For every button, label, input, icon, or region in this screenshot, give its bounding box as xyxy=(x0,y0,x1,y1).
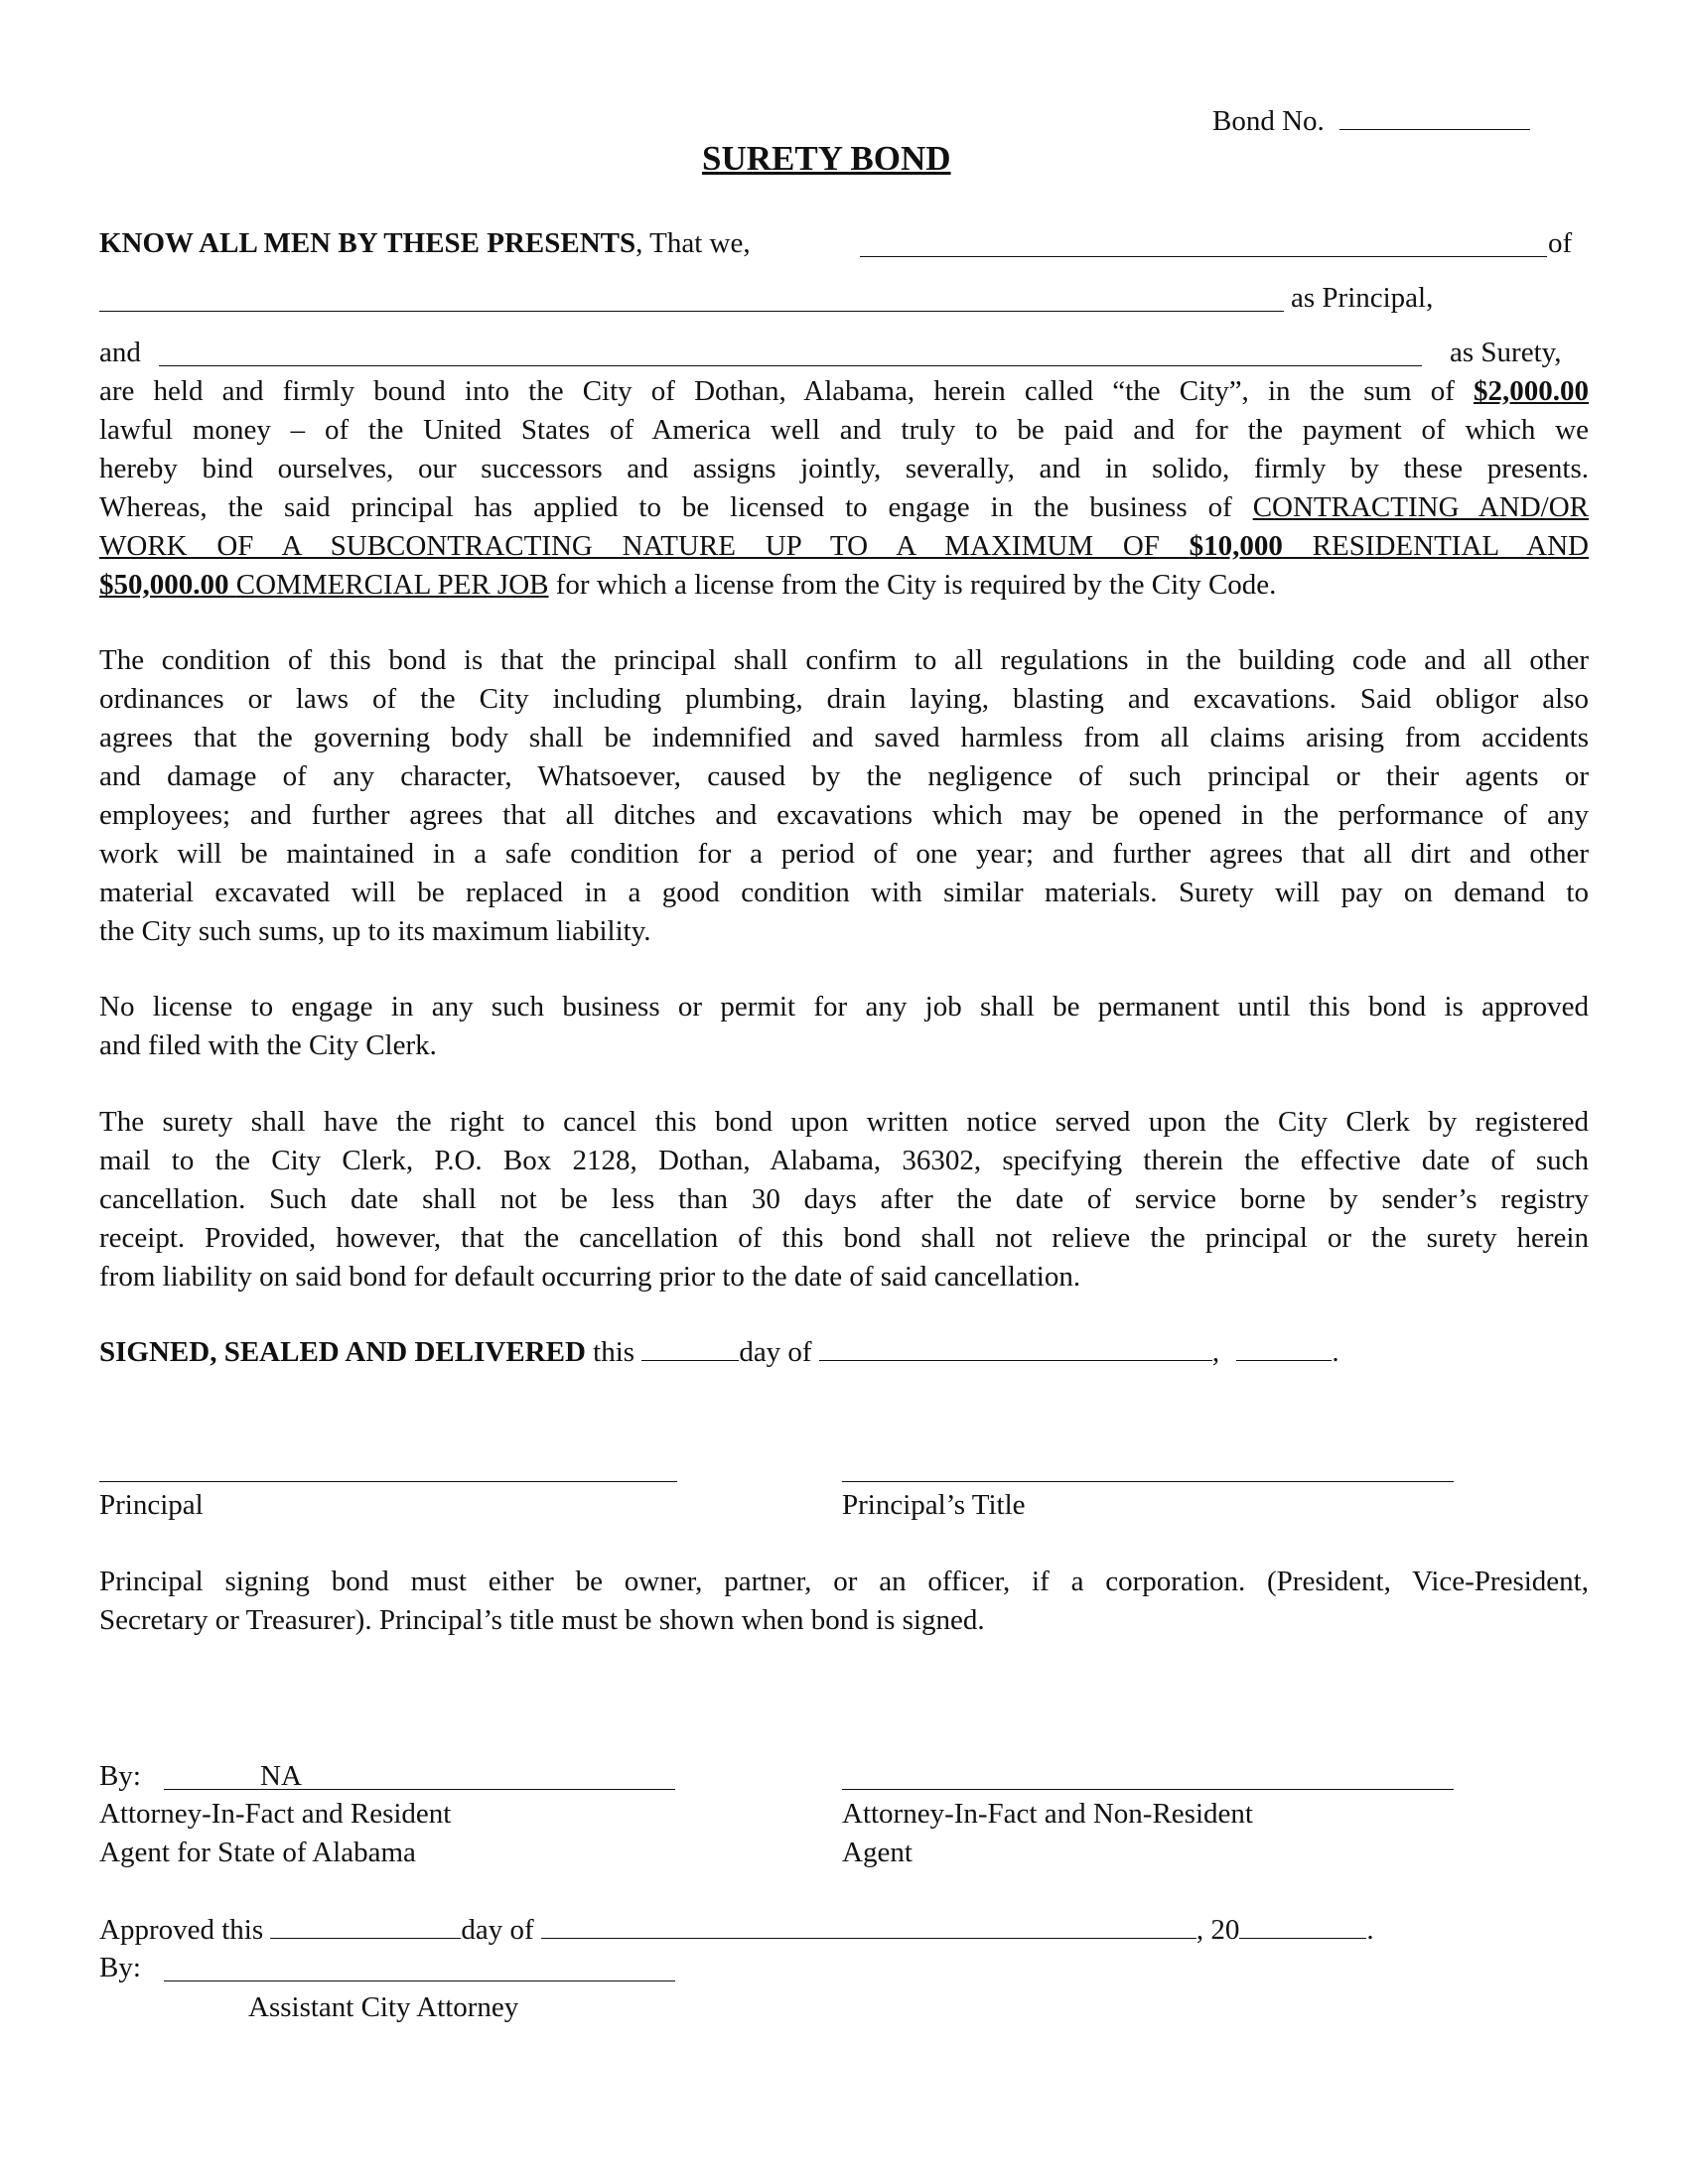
signed-day-of: day of xyxy=(739,1336,812,1368)
cancellation-line: The surety shall have the right to cancel this bond upon written notice served upon the City Clerk by registered xyxy=(99,1106,1589,1138)
condition-line: The condition of this bond is that the principal shall confirm to all regulations in the building code and all other xyxy=(99,644,1589,676)
business-type: CONTRACTING AND/OR xyxy=(1252,491,1590,523)
bond-sum: $2,000.00 xyxy=(1474,375,1589,407)
license-line: and filed with the City Clerk. xyxy=(99,1029,437,1061)
as-principal-label: as Principal, xyxy=(1291,282,1434,314)
intro-lead-rest: , That we, xyxy=(635,227,751,259)
intro-line-1 xyxy=(99,224,751,263)
principal-title-label: Principal’s Title xyxy=(842,1489,1026,1521)
approved-this-label: Approved this xyxy=(99,1914,264,1946)
intro-text-line: Whereas, the said principal has applied to be licensed to engage in the business of CONTRACTING AND/OR xyxy=(99,491,1590,523)
approval-signer-label: Assistant City Attorney xyxy=(248,1991,519,2023)
approval-signature-line[interactable] xyxy=(164,1980,675,1981)
attorney-nonresident-signature-line[interactable] xyxy=(842,1789,1454,1790)
intro-of: of xyxy=(1548,227,1573,259)
principal-note xyxy=(99,1563,1589,1640)
attorney-by-label: By: xyxy=(99,1760,141,1792)
license-line: No license to engage in any such business or permit for any job shall be permanent until this bond is approved xyxy=(99,991,1589,1023)
cancellation-line: receipt. Provided, however, that the cancellation of this bond shall not relieve the principal or the surety herein xyxy=(99,1222,1589,1254)
intro-paragraph xyxy=(99,372,1589,605)
business-type-line: WORK OF A SUBCONTRACTING NATURE UP TO A MAXIMUM OF $10,000 RESIDENTIAL AND xyxy=(99,530,1589,562)
approval-period: . xyxy=(1366,1914,1374,1946)
approval-year-blank[interactable] xyxy=(1239,1912,1366,1939)
principal-label: Principal xyxy=(99,1489,204,1521)
signed-line xyxy=(99,1333,1339,1372)
condition-line: the City such sums, up to its maximum liability. xyxy=(99,915,651,947)
approval-day-of: day of xyxy=(461,1914,534,1946)
note-line: Secretary or Treasurer). Principal’s title must be shown when bond is signed. xyxy=(99,1604,985,1636)
signed-this: this xyxy=(593,1336,635,1368)
intro-text-line: lawful money – of the United States of America well and truly to be paid and for the payment of which we xyxy=(99,414,1589,446)
attorney-resident-label-2: Agent for State of Alabama xyxy=(99,1837,416,1868)
principal-name-blank[interactable] xyxy=(860,256,1547,257)
condition-line: agrees that the governing body shall be indemnified and saved harmless from all claims arising from accidents xyxy=(99,722,1589,753)
max-residential: $10,000 xyxy=(1189,530,1283,562)
bond-number-row xyxy=(1212,102,1530,141)
intro-and: and xyxy=(99,337,141,368)
cancellation-line: from liability on said bond for default occurring prior to the date of said cancellation. xyxy=(99,1261,1081,1293)
condition-line: and damage of any character, Whatsoever, caused by the negligence of such principal or their agents or xyxy=(99,760,1589,792)
license-paragraph xyxy=(99,988,1589,1065)
approval-year-prefix: , 20 xyxy=(1196,1914,1240,1946)
note-line: Principal signing bond must either be owner, partner, or an officer, if a corporation. (President, Vice-President, xyxy=(99,1566,1589,1597)
signed-bold: SIGNED, SEALED AND DELIVERED xyxy=(99,1336,586,1368)
document-title: SURETY BOND xyxy=(702,139,951,178)
condition-paragraph xyxy=(99,641,1589,951)
attorney-nonresident-label-1: Attorney-In-Fact and Non-Resident xyxy=(842,1798,1253,1830)
condition-line: work will be maintained in a safe condition for a period of one year; and further agrees that all dirt and other xyxy=(99,838,1589,870)
approval-month-blank[interactable] xyxy=(541,1912,1196,1939)
intro-text-line: $50,000.00 COMMERCIAL PER JOB for which a license from the City is required by the City Code. xyxy=(99,569,1277,601)
attorney-nonresident-label-2: Agent xyxy=(842,1837,913,1868)
cancellation-paragraph xyxy=(99,1103,1589,1297)
principal-signature-line[interactable] xyxy=(99,1481,677,1482)
principal-title-line[interactable] xyxy=(842,1481,1454,1482)
bond-number-label: Bond No. xyxy=(1212,105,1325,137)
attorney-resident-label-1: Attorney-In-Fact and Resident xyxy=(99,1798,452,1830)
bond-number-blank[interactable] xyxy=(1339,103,1530,130)
attorney-resident-value[interactable]: NA xyxy=(260,1760,302,1792)
attorney-resident-signature-line[interactable] xyxy=(164,1789,675,1790)
condition-line: employees; and further agrees that all ditches and excavations which may be opened in the performance of any xyxy=(99,799,1589,831)
intro-text-line: are held and firmly bound into the City of Dothan, Alabama, herein called “the City”, in the sum of $2,000.00 xyxy=(99,375,1589,407)
intro-text-line: hereby bind ourselves, our successors and assigns jointly, severally, and in solido, firmly by these presents. xyxy=(99,453,1589,484)
signed-comma: , xyxy=(1211,1336,1220,1368)
approval-by-label: By: xyxy=(99,1952,141,1983)
cancellation-line: cancellation. Such date shall not be less than 30 days after the date of service borne by sender’s registry xyxy=(99,1183,1589,1215)
signed-day-blank[interactable] xyxy=(641,1334,739,1361)
intro-lead-bold: KNOW ALL MEN BY THESE PRESENTS xyxy=(99,227,636,259)
max-commercial: $50,000.00 xyxy=(99,569,229,601)
condition-line: material excavated will be replaced in a good condition with similar materials. Surety will pay on demand to xyxy=(99,877,1589,908)
signed-month-blank[interactable] xyxy=(819,1334,1212,1361)
signed-year-blank[interactable] xyxy=(1236,1334,1332,1361)
signed-period: . xyxy=(1332,1336,1339,1368)
principal-address-blank[interactable] xyxy=(99,311,1284,312)
surety-name-blank[interactable] xyxy=(159,365,1422,366)
approval-day-blank[interactable] xyxy=(270,1912,461,1939)
condition-line: ordinances or laws of the City including plumbing, drain laying, blasting and excavations. Said obligor also xyxy=(99,683,1589,715)
cancellation-line: mail to the City Clerk, P.O. Box 2128, Dothan, Alabama, 36302, specifying therein the effective date of such xyxy=(99,1145,1589,1176)
as-surety-label: as Surety, xyxy=(1450,337,1562,368)
approval-line xyxy=(99,1911,1374,1950)
